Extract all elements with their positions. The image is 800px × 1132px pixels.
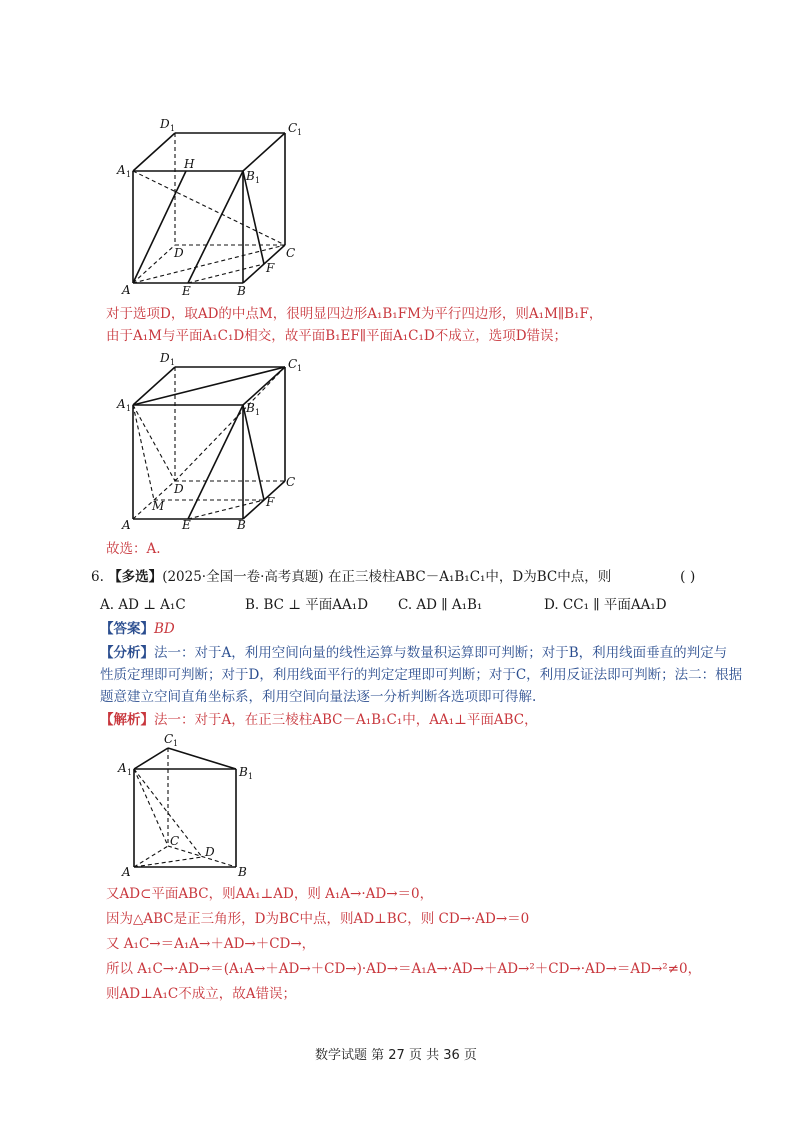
figure-cube-2 (100, 348, 320, 538)
fig3-label: D (205, 845, 215, 859)
fig3-label: 1 (173, 739, 179, 748)
fig3-label: 1 (127, 768, 133, 777)
page-footer: 数学试题 第 27 页 共 36 页 (315, 1048, 477, 1063)
option-d: D. CC₁ ∥ 平面AA₁D (544, 597, 667, 613)
fig1-label: D (160, 117, 170, 131)
fig1-label: 1 (170, 124, 176, 133)
fig2-label: E (182, 518, 191, 532)
multi-select-tag: 【多选】 (108, 569, 163, 585)
fig1-label: 1 (297, 128, 303, 137)
analysis-line-1 (100, 643, 727, 663)
question-number: 6. (91, 569, 104, 585)
fig2-label: M (152, 499, 165, 513)
question-stem-text: (2025·全国一卷·高考真题) 在正三棱柱ABC－A₁B₁C₁中，D为BC中点，则 (162, 569, 612, 585)
answer-tag: 【答案】 (100, 621, 154, 637)
fig3-label: C (164, 732, 174, 746)
fig1-label: F (266, 261, 275, 275)
fig2-label: 1 (126, 404, 132, 413)
fig1-label: H (184, 157, 195, 171)
fig2-label: C (286, 475, 296, 489)
option-d-line-2: 由于A₁M与平面A₁C₁D相交，故平面B₁EF∥平面A₁C₁D不成立，选项D错误； (106, 328, 568, 344)
fig1-label: E (182, 284, 191, 298)
option-d-line-1: 对于选项D，取AD的中点M，很明显四边形A₁B₁FM为平行四边形，则A₁M∥B₁F， (106, 306, 603, 322)
fig2-label: C (288, 357, 298, 371)
fig2-label: D (174, 482, 184, 496)
fig1-label: C (288, 121, 298, 135)
fig1-label: A (122, 283, 131, 297)
analysis-tag: 【分析】 (100, 645, 154, 661)
fig1-label: 1 (255, 176, 261, 185)
fig2-label: B (237, 518, 246, 532)
fig2-label: 1 (297, 364, 303, 373)
question-6-stem (91, 567, 611, 587)
answer-value: BD (154, 621, 175, 637)
fig3-label: 1 (248, 772, 254, 781)
fig2-label: A (117, 397, 126, 411)
solution-line-6: 则AD⊥A₁C不成立，故A错误； (106, 986, 297, 1002)
solution-line-2: 又AD⊂平面ABC，则AA₁⊥AD，则 A₁A→·AD→＝0， (106, 886, 434, 902)
solution-line-5: 所以 A₁C→·AD→＝(A₁A→＋AD→＋CD→)·AD→＝A₁A→·AD→＋AD→²＋CD→·AD→＝AD→²≠0， (106, 961, 702, 977)
fig3-label: B (238, 865, 247, 878)
option-b: B. BC ⊥ 平面AA₁D (245, 597, 369, 613)
analysis-line-2: 性质定理即可判断；对于D，利用线面平行的判定定理即可判断；对于C，利用反证法即可判断；法二：根据 (100, 667, 743, 683)
option-a: A. AD ⊥ A₁C (100, 597, 186, 613)
fig3-label: A (122, 865, 131, 878)
fig1-label: A (117, 163, 126, 177)
fig3-label: B (239, 765, 248, 779)
analysis-line-3: 题意建立空间直角坐标系，利用空间向量法逐一分析判断各选项即可得解. (100, 689, 537, 705)
answer-bracket: ( ) (680, 569, 696, 585)
fig2-label: D (160, 351, 170, 365)
solution-line-3: 因为△ABC是正三角形，D为BC中点，则AD⊥BC，则 CD→·AD→＝0 (106, 911, 530, 927)
figure-prism (108, 728, 268, 878)
fig2-label: B (246, 401, 255, 415)
solution-line-1 (100, 710, 538, 730)
solution-text-1: 法一：对于A，在正三棱柱ABC－A₁B₁C₁中，AA₁⊥平面ABC， (154, 712, 538, 728)
analysis-text-1: 法一：对于A，利用空间向量的线性运算与数量积运算即可判断；对于B，利用线面垂直的判定与 (154, 645, 728, 661)
fig3-label: C (170, 834, 180, 848)
fig2-label: 1 (170, 358, 176, 367)
fig1-label: B (237, 284, 246, 298)
fig1-label: 1 (126, 170, 132, 179)
fig1-label: D (174, 246, 184, 260)
fig2-label: F (266, 495, 275, 509)
fig2-label: 1 (255, 408, 261, 417)
option-c: C. AD ∥ A₁B₁ (398, 597, 483, 613)
answer-line (100, 619, 175, 639)
figure-cube-1 (100, 112, 320, 302)
fig1-label: C (286, 246, 296, 260)
fig3-label: A (118, 761, 127, 775)
choose-answer: 故选：A. (106, 541, 161, 557)
solution-line-4: 又 A₁C→＝A₁A→＋AD→＋CD→， (106, 936, 316, 952)
fig2-label: A (122, 518, 131, 532)
solution-tag: 【解析】 (100, 712, 154, 728)
fig1-label: B (246, 169, 255, 183)
